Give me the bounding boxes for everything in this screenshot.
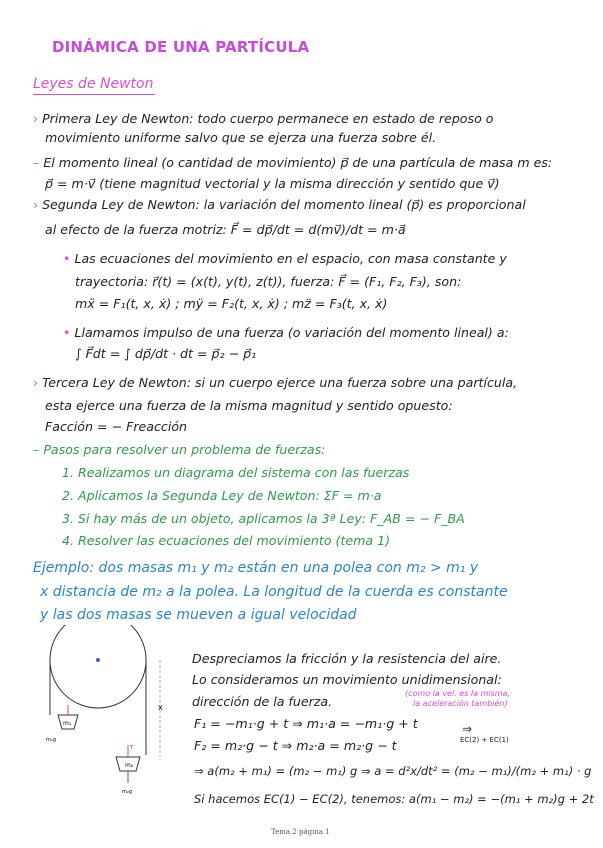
ec-sum-label: EC(2) + EC(1) [460, 736, 509, 744]
section-heading: Leyes de Newton [33, 76, 154, 92]
example-line1: Ejemplo: dos masas m₁ y m₂ están en una polea con m₂ > m₁ y [33, 560, 479, 576]
pulley-axle [96, 658, 100, 662]
equation-4: Si hacemos EC(1) − EC(2), tenemos: a(m₁ − m₂) = −(m₁ + m₂)g + 2t [194, 792, 594, 806]
note-line [63, 325, 509, 340]
steps-heading: Pasos para resolver un problema de fuerzas: [43, 442, 326, 457]
dash-marker-icon: – [33, 155, 40, 170]
annotation-line1: (como la vel. es la misma, [405, 689, 510, 698]
annotation-line2: la aceleración también) [413, 699, 508, 708]
bullet-dot-icon: • [63, 251, 71, 266]
note-line [33, 442, 325, 457]
mass-2-label: m₂ [125, 762, 134, 769]
page-footer: Tema 2 página 1 [271, 828, 330, 836]
second-law-line2: al efecto de la fuerza motriz: F⃗ = dp⃗/dt = d(mv⃗)/dt = m·a⃗ [45, 222, 406, 237]
friction-line: Despreciamos la fricción y la resistencia del aire. [192, 651, 502, 666]
bullet-chevron-icon: › [33, 197, 39, 212]
momentum-line2: p⃗ = m·v⃗ (tiene magnitud vectorial y la misma dirección y sentido que v⃗) [45, 176, 500, 191]
third-law-line3: Facción = − Freacción [45, 419, 188, 434]
mass-1-label: m₁ [63, 720, 72, 727]
step-2: 2. Aplicamos la Segunda Ley de Newton: ΣF = m·a [62, 488, 382, 503]
impulse-line1: Llamamos impulso de una fuerza (o variación del momento lineal) a: [74, 325, 509, 340]
pulley-wheel [50, 625, 146, 708]
bullet-dot-icon: • [63, 325, 71, 340]
equation-3: ⇒ a(m₂ + m₁) = (m₂ − m₁) g ⇒ a = d²x/dt² = (m₂ − m₁)/(m₂ + m₁) · g [194, 764, 592, 778]
example-line2: x distancia de m₂ a la polea. La longitud de la cuerda es constante [40, 584, 508, 600]
page-title: DINÁMICA DE UNA PARTÍCULA [52, 38, 310, 56]
section-underline [33, 94, 155, 95]
first-law-line2: movimiento uniforme salvo que se ejerza una fuerza sobre él. [45, 130, 437, 145]
step-4: 4. Resolver las ecuaciones del movimiento (tema 1) [62, 533, 391, 548]
dash-marker-icon: – [33, 442, 40, 457]
weight-1-label: m₁g [46, 737, 57, 743]
step-1: 1. Realizamos un diagrama del sistema con las fuerzas [62, 465, 410, 480]
equation-2: F₂ = m₂·g − t ⇒ m₂·a = m₂·g − t [194, 738, 397, 753]
third-law-line2: esta ejerce una fuerza de la misma magnitud y sentido opuesto: [45, 398, 453, 413]
note-line [33, 155, 552, 170]
note-line [33, 375, 517, 390]
third-law-line1: Tercera Ley de Newton: si un cuerpo ejerce una fuerza sobre una partícula, [42, 375, 518, 390]
bullet-chevron-icon: › [33, 111, 39, 126]
example-line3: y las dos masas se mueven a igual velocidad [40, 607, 357, 623]
first-law-line1: Primera Ley de Newton: todo cuerpo permanece en estado de reposo o [42, 111, 494, 126]
impulse-line2: ∫ F⃗dt = ∫ dp⃗/dt · dt = p⃗₂ − p⃗₁ [75, 346, 257, 361]
second-law-line1: Segunda Ley de Newton: la variación del momento lineal (p⃗) es proporcional [42, 197, 526, 212]
equations-line3: mẍ = F₁(t, x, ẋ) ; mÿ = F₂(t, x, ẋ) ; mz̈ = F₃(t, x, ẋ) [75, 296, 388, 311]
x-label: x [158, 703, 163, 712]
note-line [33, 111, 494, 126]
tension-label: T [130, 745, 134, 751]
direction-line: dirección de la fuerza. [192, 694, 333, 709]
bullet-chevron-icon: › [33, 375, 39, 390]
ec-arrow: ⇒ [462, 722, 473, 736]
note-line [63, 251, 507, 266]
equations-line1: Las ecuaciones del movimiento en el espacio, con masa constante y [74, 251, 507, 266]
equation-1: F₁ = −m₁·g + t ⇒ m₁·a = −m₁·g + t [194, 716, 418, 731]
momentum-line1: El momento lineal (o cantidad de movimiento) p⃗ de una partícula de masa m es: [43, 155, 553, 170]
equations-line2: trayectoria: r⃗(t) = (x(t), y(t), z(t)), fuerza: F⃗ = (F₁, F₂, F₃), son: [75, 274, 462, 289]
onedim-line: Lo consideramos un movimiento unidimensional: [192, 672, 502, 687]
weight-2-label: m₂g [122, 789, 133, 795]
step-3: 3. Si hay más de un objeto, aplicamos la 3ª Ley: F_AB = − F_BA [62, 511, 465, 526]
note-line [33, 197, 526, 212]
pulley-diagram [30, 625, 190, 815]
